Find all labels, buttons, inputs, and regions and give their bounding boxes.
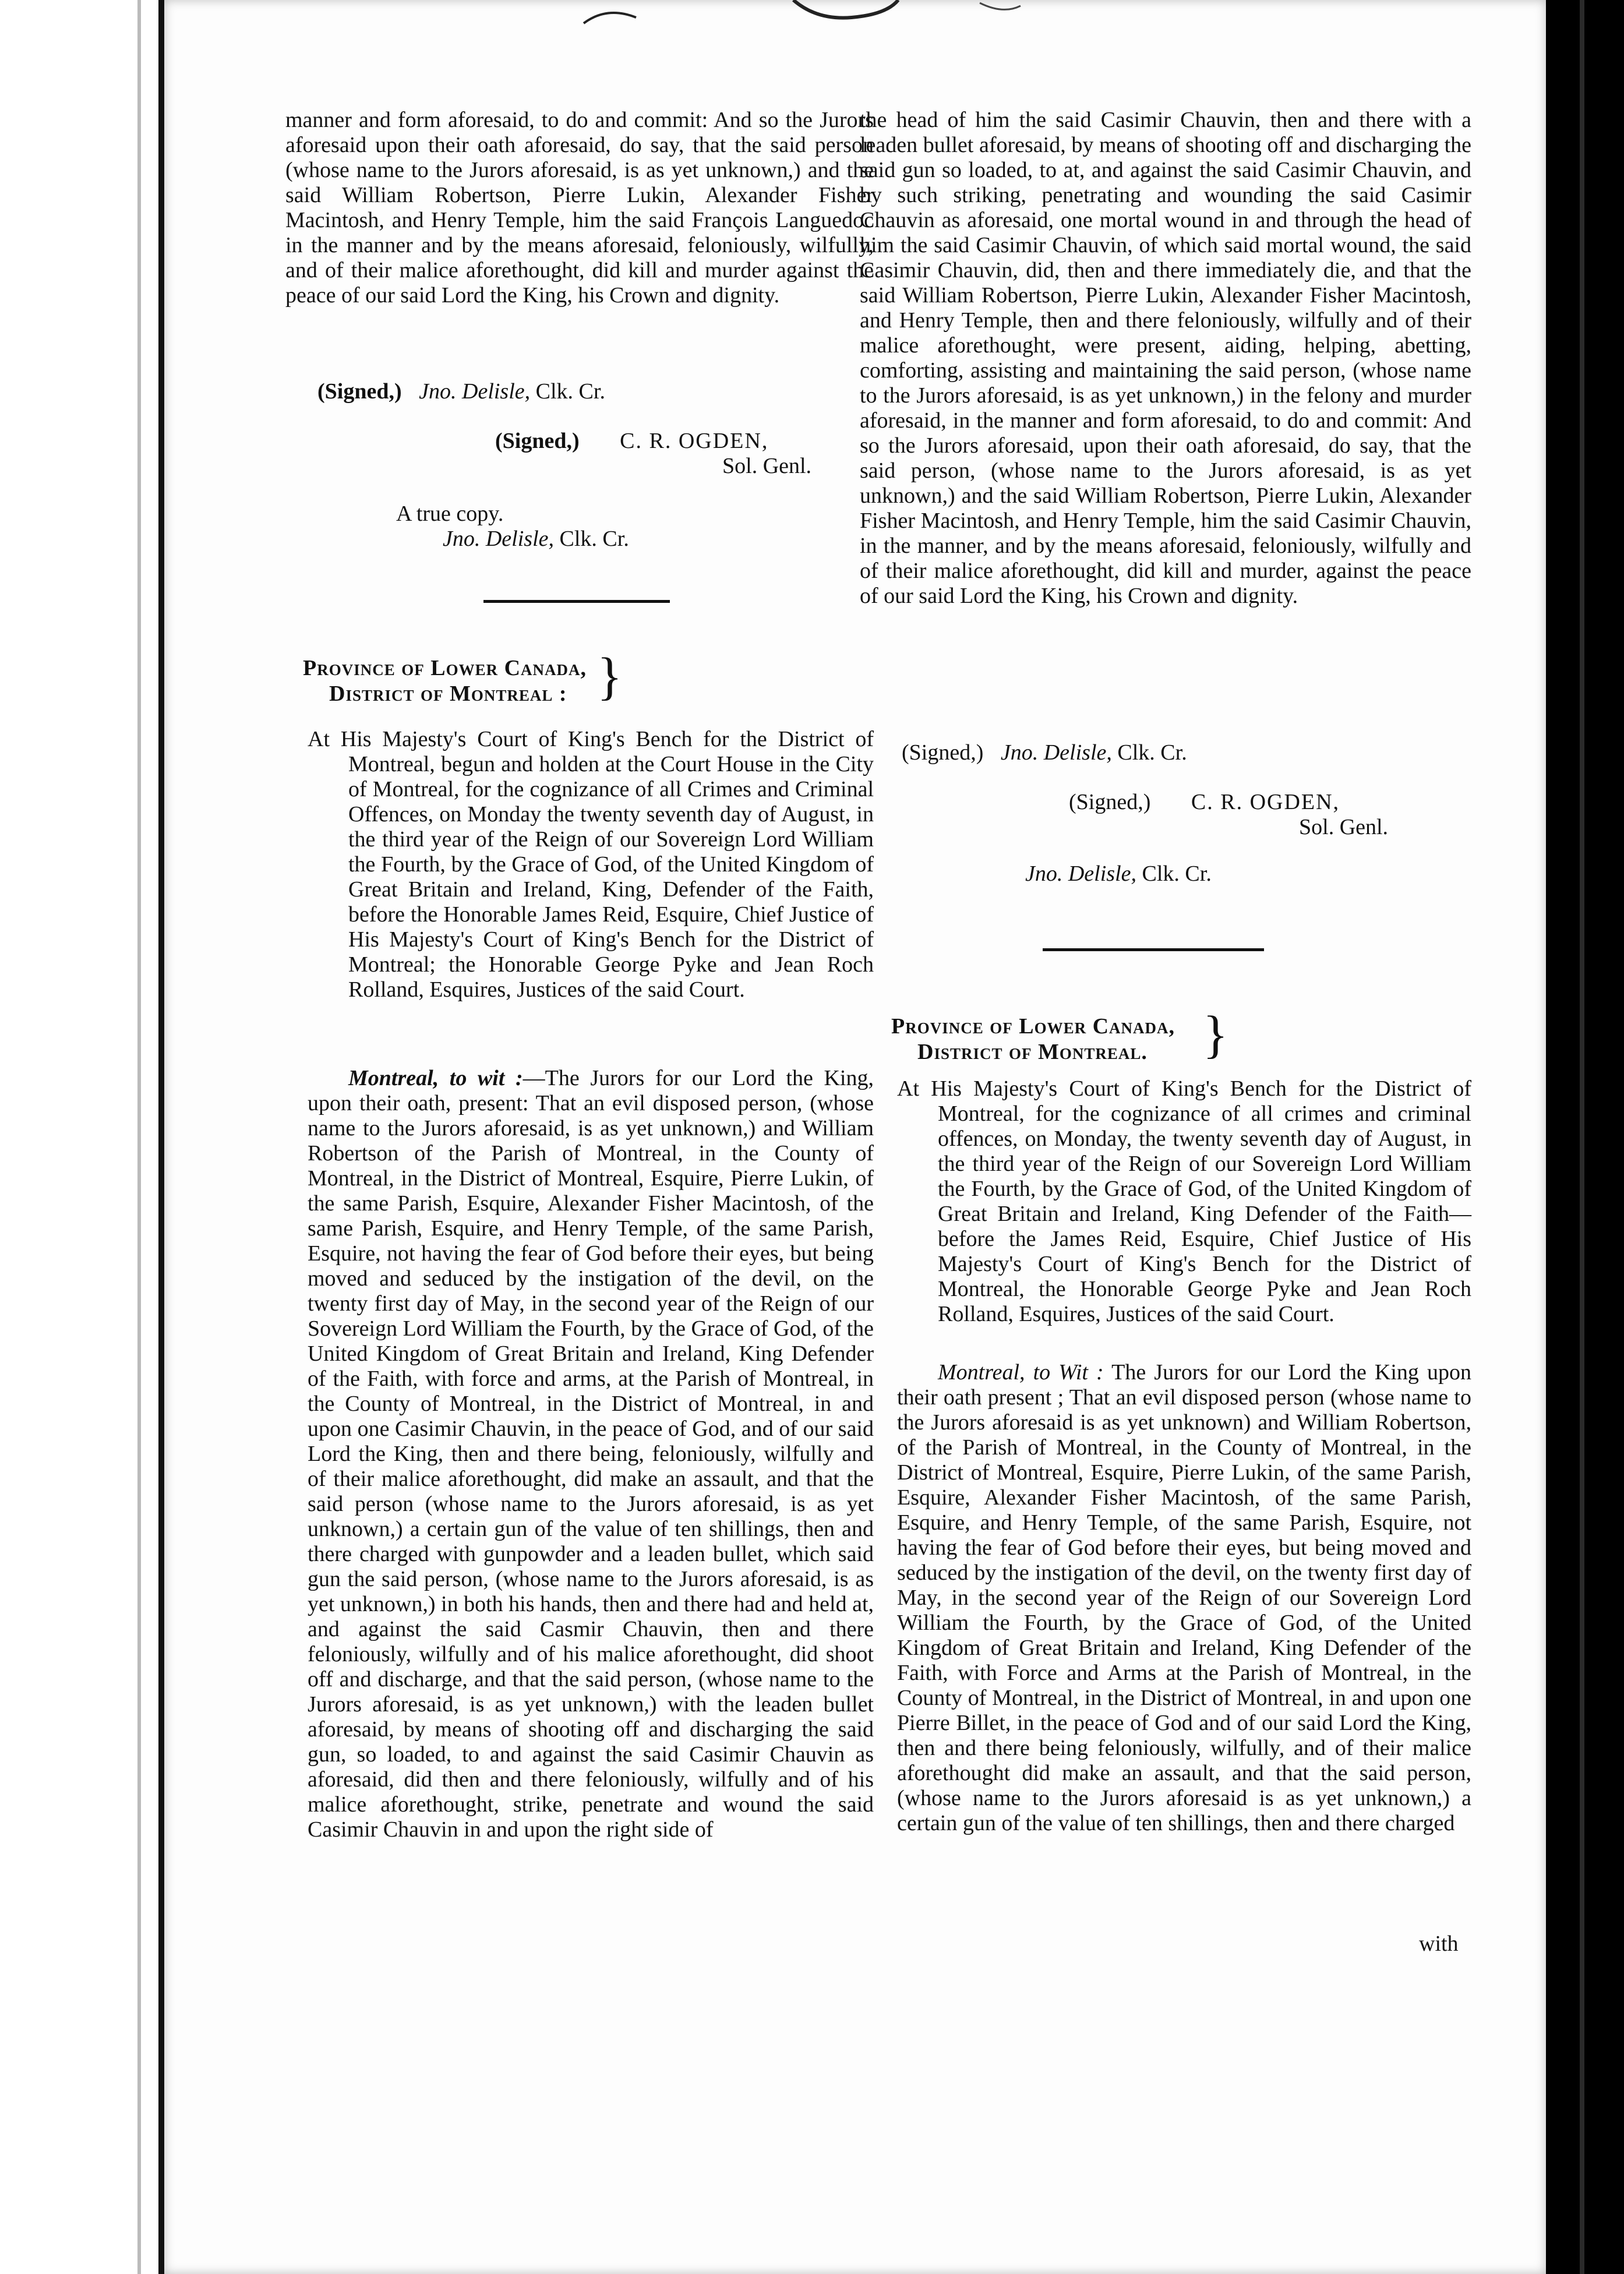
indictment-text: The Jurors for our Lord the King upon their oath present ; That an evil disposed person (whose name to the Jurors aforesaid is as yet unknown) and William Robertson, of the Parish of Montreal, in the County of Montreal, in the District of Montreal, Esquire, Pierre Lukin, of the same Parish, Esquire, Alexander Fisher Macintosh, of the same Parish, Esquire, and Henry Temple, of the same Parish, Esquire, not having the fear of God before their eyes, but being moved and seduced by the instigation of the devil, on the twenty first day of May, in the second year of the Reign of our Sovereign Lord William the Fourth, by the Grace of God, of the United Kingdom of Great Britain and Ireland, King Defender of the Faith, with Force and Arms at the Parish of Montreal, in the County of Montreal, in the District of Montreal, in and upon one Pierre Billet, in the peace of God and of our said Lord the King, then and there being feloniously, wilfully, and of their malice aforethought did make an assault, and that the said person, (whose name to the Jurors aforesaid is as yet unknown,) a certain gun of the value of ten shillings, then and there charged bbox=[897, 1360, 1472, 1835]
catchword: with bbox=[1419, 1932, 1459, 1956]
col1-copy-signature bbox=[443, 526, 629, 552]
signer-name: Jno. Delisle, bbox=[419, 379, 531, 404]
montreal-lead: Montreal, to Wit : bbox=[938, 1360, 1104, 1385]
col1-indictment-paragraph bbox=[308, 1066, 874, 1842]
section-divider bbox=[483, 600, 670, 603]
brace-glyph: } bbox=[1203, 1006, 1228, 1064]
scan-border-stripe bbox=[1580, 0, 1584, 2274]
col2-signature-solicitor bbox=[1069, 789, 1340, 815]
column-1-top-paragraph bbox=[285, 108, 874, 308]
col2-copy-signature bbox=[1025, 861, 1212, 887]
section-divider bbox=[1043, 948, 1264, 951]
col2-para-top: the head of him the said Casimir Chauvin, then and there with a leaden bullet aforesaid, by means of shooting off and discharging the said gun so loaded, to at, and against the said Casimir Chauvin, and by such striking, penetrating and wounding the said Casimir Chauvin as aforesaid, one mortal wound in and through the head of him the said Casimir Chauvin, of which said mortal wound, the said Casimir Chauvin, did, then and there immediately die, and that the said William Robertson, Pierre Lukin, Alexander Fisher Macintosh, and Henry Temple, then and there feloniously, wilfully and of their malice aforethought, were present, aiding, helping, abetting, comforting, assisting and maintaining the said person, (whose name to the Jurors aforesaid, is as yet unknown,) in the felony and murder aforesaid, in the manner and form aforesaid, to do and commit: And so the Jurors aforesaid, upon their oath aforesaid, do say, that the said person, (whose name to the Jurors aforesaid, is as yet unknown,) and the said William Robertson, Pierre Lukin, Alexander Fisher Macintosh, and Henry Temple, him the said Casimir Chauvin, in the manner, and by the means aforesaid, feloniously, wilfully and of their malice aforethought, did kill and murder, against the peace of our said Lord the King, his Crown and dignity. bbox=[860, 108, 1471, 608]
col1-signature-solicitor bbox=[495, 428, 768, 454]
col1-signature-clerk bbox=[317, 379, 605, 404]
col1-court-paragraph bbox=[308, 727, 874, 1002]
brace-glyph: } bbox=[597, 648, 623, 705]
col1-para-top: manner and form aforesaid, to do and commit: And so the Jurors aforesaid upon their oath aforesaid, do say, that the said person (whose name to the Jurors aforesaid, is as yet unknown,) and the said William Robertson, Pierre Lukin, Alexander Fisher Macintosh, and Henry Temple, him the said François Languedoc in the manner and by the means aforesaid, feloniously, wilfully, and of their malice aforethought, did kill and murder against the peace of our said Lord the King, his Crown and dignity. bbox=[285, 108, 874, 308]
signer-title: Clk. Cr. bbox=[1142, 861, 1212, 886]
ink-flourish-top bbox=[572, 0, 1096, 35]
district-line: District of Montreal. bbox=[917, 1040, 1148, 1064]
signer-name: C. R. OGDEN, bbox=[1191, 790, 1340, 814]
indictment-text: —The Jurors for our Lord the King, upon their oath, present: That an evil disposed person, (whose name to the Jurors aforesaid, is as yet unknown,) and William Robertson of the Parish of Montreal, in the County of Montreal, in the District of Montreal, Esquire, Pierre Lukin, of the same Parish, Esquire, Alexander Fisher Macintosh, of the same Parish, Esquire, and Henry Temple, of the same Parish, Esquire, not having the fear of God before their eyes, but being moved and seduced by the instigation of the devil, on the twenty first day of May, in the second year of the Reign of our Sovereign Lord William the Fourth, by the Grace of God, of the United Kingdom of Great Britain and Ireland, King Defender of the Faith, with force and arms, at the Parish of Montreal, in the County of Montreal, in the District of Montreal, in and upon one Casimir Chauvin, in the peace of God, and of our said Lord the King, then and there being, feloniously, wilfully and of their malice aforethought, did make an assault, and that the said person (whose name to the Jurors aforesaid, is as yet unknown,) a certain gun of the value of ten shillings, then and there charged with gunpowder and a leaden bullet, which said gun the said person, (whose name to the Jurors aforesaid, is as yet unknown,) in both his hands, then and there had and held at, and against the said Casmir Chauvin, then and there feloniously, wilfully and of his malice aforethought, did shoot off and discharge, and that the said person, (whose name to the Jurors aforesaid, is as yet unknown,) with the leaden bullet aforesaid, by means of shooting off and discharging the said gun, so loaded, to and against the said Casimir Chauvin as aforesaid, did then and there feloniously, wilfully and of his malice aforethought, strike, penetrate and wound the said Casimir Chauvin in and upon the right side of bbox=[308, 1066, 874, 1842]
signer-title: Clk. Cr. bbox=[1117, 740, 1187, 765]
column-2-top-paragraph bbox=[860, 108, 1471, 609]
province-line: Province of Lower Canada, bbox=[303, 656, 587, 680]
signer-name: Jno. Delisle, bbox=[1000, 740, 1112, 765]
signer-name: Jno. Delisle, bbox=[443, 527, 555, 551]
signed-label: (Signed,) bbox=[495, 429, 580, 453]
signed-label: (Signed,) bbox=[317, 379, 402, 404]
col2-indictment-paragraph bbox=[897, 1360, 1471, 1836]
page-gutter bbox=[137, 0, 141, 2274]
signed-label: (Signed,) bbox=[1069, 790, 1151, 814]
province-line: Province of Lower Canada, bbox=[891, 1014, 1175, 1039]
col2-solicitor-title: Sol. Genl. bbox=[1299, 815, 1389, 839]
facing-page-edge bbox=[0, 0, 164, 2274]
montreal-lead: Montreal, to wit : bbox=[348, 1066, 523, 1090]
col2-province-heading bbox=[891, 1006, 1228, 1065]
signer-title: Clk. Cr. bbox=[559, 527, 629, 551]
signer-name: Jno. Delisle, bbox=[1025, 861, 1137, 886]
col2-court-paragraph bbox=[897, 1076, 1471, 1327]
court-text: At His Majesty's Court of King's Bench for the District of Montreal, begun and holden at the Court House in the City of Montreal, for the cognizance of all Crimes and Criminal Offences, on Monday the twenty seventh day of August, in the third year of the Reign of our Sovereign Lord William the Fourth, by the Grace of God, of the United Kingdom of Great Britain and Ireland, King, Defender of the Faith, before the Honorable James Reid, Esquire, Chief Justice of His Majesty's Court of King's Bench for the District of Montreal; the Honorable George Pyke and Jean Roch Rolland, Esquires, Justices of the said Court. bbox=[308, 727, 874, 1002]
col2-signature-clerk bbox=[902, 740, 1187, 765]
col1-solicitor-title: Sol. Genl. bbox=[722, 454, 812, 478]
signer-title: Clk. Cr. bbox=[535, 379, 605, 404]
signed-label: (Signed,) bbox=[902, 740, 984, 765]
col1-true-copy: A true copy. bbox=[396, 502, 504, 526]
scan-border bbox=[1546, 0, 1624, 2274]
col1-province-heading bbox=[303, 648, 623, 707]
court-text: At His Majesty's Court of King's Bench for the District of Montreal, for the cognizance of all crimes and criminal offences, on Monday, the twenty seventh day of August, in the third year of the Reign of our Sovereign Lord William the Fourth, by the Grace of God, of the United Kingdom of Great Britain and Ireland, King Defender of the Faith—before the James Reid, Esquire, Chief Justice of His Majesty's Court of King's Bench for the District of Montreal, the Honorable George Pyke and Jean Roch Rolland, Esquires, Justices of the said Court. bbox=[897, 1076, 1471, 1326]
district-line: District of Montreal : bbox=[329, 682, 567, 706]
signer-name: C. R. OGDEN, bbox=[620, 429, 769, 453]
